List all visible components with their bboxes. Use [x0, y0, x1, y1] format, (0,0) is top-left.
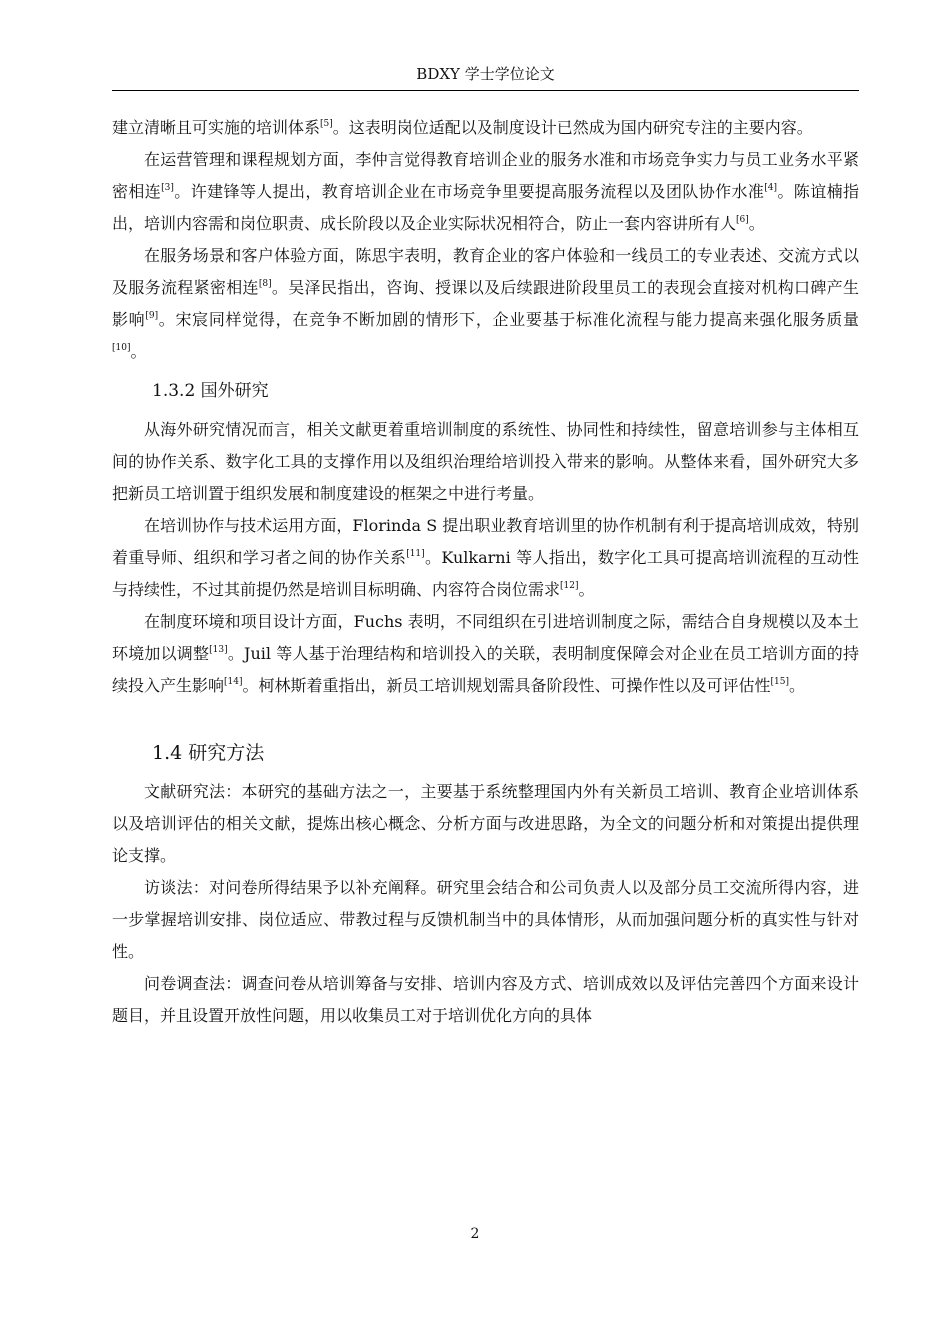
paragraph-text: 在服务场景和客户体验方面，陈思宇表明，教育企业的客户体验和一线员工的专业表述、交流方式以及服务流程紧密相连 — [112, 246, 859, 297]
paragraph-group-domestic — [112, 112, 859, 368]
paragraph-text: 。Kulkarni 等人指出，数字化工具可提高培训流程的互动性与持续性，不过其前提仍然是培训目标明确、内容符合岗位需求 — [112, 548, 859, 599]
paragraph-text: 在制度环境和项目设计方面，Fuchs 表明，不同组织在引进培训制度之际，需结合自身规模以及本土环境加以调整 — [112, 612, 859, 663]
paragraph-text: 。柯林斯着重指出，新员工培训规划需具备阶段性、可操作性以及可评估性 — [242, 676, 771, 695]
citation-ref: [3] — [161, 183, 174, 193]
citation-ref: [10] — [112, 343, 131, 353]
section-heading-1-4: 1.4 研究方法 — [152, 742, 265, 764]
paragraph-text: 。 — [130, 342, 147, 361]
paragraph-text: 。这表明岗位适配以及制度设计已然成为国内研究专注的主要内容。 — [332, 118, 813, 137]
paragraph-p7 — [112, 776, 859, 872]
citation-ref: [5] — [320, 119, 333, 129]
citation-ref: [6] — [736, 215, 749, 225]
paragraph-p6 — [112, 606, 859, 702]
paragraph-text: 。宋宸同样觉得，在竞争不断加剧的情形下，企业要基于标准化流程与能力提高来强化服务质量 — [158, 310, 859, 329]
paragraph-text: 在培训协作与技术运用方面，Florinda S 提出职业教育培训里的协作机制有利于提高培训成效，特别着重导师、组织和学习者之间的协作关系 — [112, 516, 859, 567]
paragraph-text: 。陈谊楠指出，培训内容需和岗位职责、成长阶段以及企业实际状况相符合，防止一套内容讲所有人 — [112, 182, 859, 233]
running-header — [112, 62, 859, 91]
paragraph-text: 。 — [789, 676, 806, 695]
paragraph-text: 访谈法：对问卷所得结果予以补充阐释。研究里会结合和公司负责人以及部分员工交流所得内容，进一步掌握培训安排、岗位适应、带教过程与反馈机制当中的具体情形，从而加强问题分析的真实性与针对性。 — [112, 878, 859, 961]
paragraph-text: 文献研究法：本研究的基础方法之一，主要基于系统整理国内外有关新员工培训、教育企业培训体系以及培训评估的相关文献，提炼出核心概念、分析方面与改进思路，为全文的问题分析和对策提出提供理论支撑。 — [112, 782, 859, 865]
citation-ref: [12] — [560, 581, 579, 591]
citation-ref: [15] — [770, 677, 789, 687]
paragraph-text: 。Juil 等人基于治理结构和培训投入的关联，表明制度保障会对企业在员工培训方面的持续投入产生影响 — [112, 644, 859, 695]
header-title: BDXY 学士学位论文 — [416, 65, 555, 83]
paragraph-text: 建立清晰且可实施的培训体系 — [112, 118, 321, 137]
paragraph-text: 从海外研究情况而言，相关文献更着重培训制度的系统性、协同性和持续性，留意培训参与主体相互间的协作关系、数字化工具的支撑作用以及组织治理给培训投入带来的影响。从整体来看，国外研究大多把新员工培训置于组织发展和制度建设的框架之中进行考量。 — [112, 420, 859, 503]
paragraph-group-methods — [112, 776, 859, 1032]
page-body — [112, 112, 859, 1032]
citation-ref: [11] — [406, 549, 425, 559]
paragraph-p3 — [112, 240, 859, 368]
paragraph-p1 — [112, 112, 859, 144]
paragraph-p2 — [112, 144, 859, 240]
paragraph-p8 — [112, 872, 859, 968]
citation-ref: [4] — [764, 183, 778, 193]
paragraph-text: 。许建锋等人提出，教育培训企业在市场竞争里要提高服务流程以及团队协作水准 — [173, 182, 765, 201]
paragraph-group-foreign — [112, 414, 859, 702]
citation-ref: [14] — [224, 677, 243, 687]
citation-ref: [13] — [209, 645, 228, 655]
citation-ref: [9] — [145, 311, 159, 321]
paragraph-text: 问卷调查法：调查问卷从培训筹备与安排、培训内容及方式、培训成效以及评估完善四个方面来设计题目，并且设置开放性问题，用以收集员工对于培训优化方向的具体 — [112, 974, 859, 1025]
page-number: 2 — [470, 1226, 480, 1242]
paragraph-text: 。 — [748, 214, 765, 233]
section-heading-1-3-2: 1.3.2 国外研究 — [152, 381, 269, 401]
paragraph-p5 — [112, 510, 859, 606]
paragraph-text: 在运营管理和课程规划方面，李仲言觉得教育培训企业的服务水准和市场竞争实力与员工业务水平紧密相连 — [112, 150, 859, 201]
paragraph-text: 。吴泽民指出，咨询、授课以及后续跟进阶段里员工的表现会直接对机构口碑产生影响 — [112, 278, 859, 329]
paragraph-text: 。 — [578, 580, 595, 599]
paragraph-p9 — [112, 968, 859, 1032]
paragraph-p4 — [112, 414, 859, 510]
citation-ref: [8] — [258, 279, 272, 289]
